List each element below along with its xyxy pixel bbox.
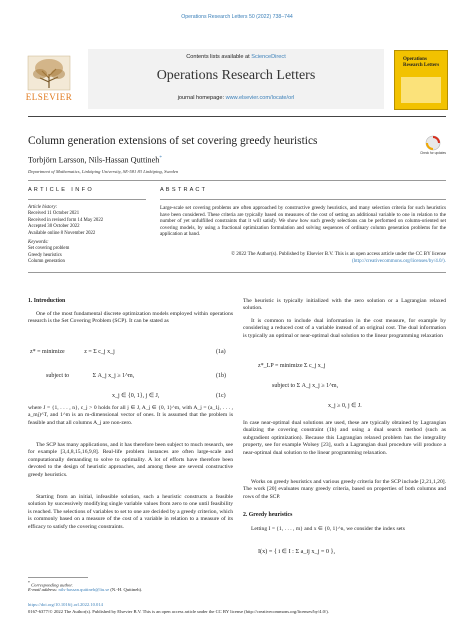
equation-1c-number: (1c) [216,393,226,399]
cover-stripe [401,77,441,103]
footnote-corresponding: * Corresponding author. [28,581,73,588]
abstract-text: Large-scale set covering problems are often approached by constructive greedy heuristics, and many selection criteria for such heuristics have been considered. These criteria are typically based on measures of the cost of setting an additional variable to one in relation to the number of yet unfulfilled constraints that it will satisfy. We show how such greedy selections can be performed on column-oriented set covering models, by using a fractional optimization formulation and solving sequences of ordinary column generation problems for the application at hand. [160,205,446,237]
homepage-link[interactable]: www.elsevier.com/locate/orl [225,95,295,101]
journal-citation: Operations Research Letters 50 (2022) 738–744 [181,14,293,20]
article-history [28,205,146,266]
footer-license: 0167-6377/© 2022 The Author(s). Published by Elsevier B.V. This is an open access article under the CC BY license (http://creativecommons.org/licenses/by/4.0/). [28,609,329,614]
sciencedirect-link[interactable]: ScienceDirect [251,54,286,60]
history-accepted: Accepted 30 October 2022 [28,224,80,230]
intro-paragraph-3: Starting from an initial, infeasible solution, such a heuristic constructs a feasible solution by successively modifying single variable values from zero to one until feasibility is reached. The selections of variables to set to one are decided by a greedy criterion, which is commonly based on a measure of the cost of a variable in relation to a measure of its efficacy to satisfy the covering constraints. [28,494,233,530]
equation-1b: subject to Σ A_j x_j ≥ 1^m, [46,373,135,379]
keyword-item: Column generation [28,259,65,265]
check-for-updates-badge[interactable] [420,134,446,158]
contents-line: Contents lists available at ScienceDirect [186,54,286,60]
abstract-rule [160,199,446,200]
article-title: Column generation extensions of set covering greedy heuristics [28,135,318,147]
header-rule [28,116,446,117]
right-paragraph-5: Letting I = {1, . . . , m} and x ∈ {0, 1}^n, we consider the index sets [251,526,405,532]
author-email-link[interactable]: nils-hassan.quttineh@liu.se [58,587,110,592]
equation-1b-number: (1b) [216,373,226,379]
article-info-rule [28,199,146,200]
right-paragraph-2: It is common to include dual information in the cost measure, for example by considering a reduced cost of a variable instead of an original cost. The dual information is typically an optimal or near-optimal dual solution to the linear programming relaxation [243,318,446,339]
equation-lp-objective: z*_LP = minimize Σ c_j x_j [258,363,326,369]
section-1-heading: 1. Introduction [28,298,66,304]
authors-line: Torbjörn Larsson, Nils-Hassan Quttineh* [28,155,162,165]
keyword-item: Set covering problem [28,246,70,252]
license-link[interactable]: (http://creativecommons.org/licenses/by/4.0/). [352,258,446,264]
equation-1a: z* = minimize z = Σ c_j x_j [30,349,115,355]
history-revised: Received in revised form 14 May 2022 [28,217,104,223]
journal-cover [394,50,448,110]
right-paragraph-3: In case near-optimal dual solutions are used, these are typically obtained by Lagrangian dualizing the covering constraint (1b) and using a dual search method (such as subgradient optimization). Because this Lagrangian relaxed problem has the integrality property, see for example Wolsey [23], such a Lagrangian dual procedure will produce a near-optimal dual solution to the linear programming relaxation. [243,420,446,456]
history-label: Article history: [28,205,58,210]
journal-banner [88,49,384,109]
equation-1a-number: (1a) [216,349,226,355]
equation-1c: x_j ∈ {0, 1}, j ∈ J, [112,393,160,399]
abstract-heading: A B S T R A C T [160,187,206,193]
intro-paragraph-2: The SCP has many applications, and it has therefore been subject to much research, see for example [3,4,8,15,16,9,8]. Real-life problem instances are often large-scale and computationally demanding to solve to optimality. A lot of efforts have therefore been devoted to the design of heuristic approaches, and among these are several constructive greedy heuristics. [28,442,233,478]
corresponding-author-mark[interactable]: * [159,156,162,161]
equation-lp-constraint: subject to Σ A_j x_j ≥ 1^m, [272,383,339,389]
footnote-email: E-mail address: nils-hassan.quttineh@liu.se (N.-H. Quttineh). [28,587,143,592]
article-info-heading: A R T I C L E I N F O [28,187,93,193]
equation-index-set: I(x) = { i ∈ I : Σ a_ij x_j = 0 }, [258,548,336,555]
footnote-rule [28,577,88,578]
journal-title: Operations Research Letters [156,68,316,83]
section-2-heading: 2. Greedy heuristics [243,512,293,518]
check-updates-icon [420,134,446,152]
check-updates-label: Check for updates [420,151,446,155]
right-paragraph-4: Works on greedy heuristics and various greedy criteria for the SCP include [2,21,1,20]. The work [20] evaluates many greedy criteria, based on properties of both columns and rows of the SCP. [243,479,446,500]
elsevier-logo [20,54,78,104]
right-paragraph-1: The heuristic is typically initialized with the zero solution or a Lagrangian relaxed solution. [243,298,446,312]
elsevier-wordmark: ELSEVIER [25,92,73,102]
history-online: Available online 8 November 2022 [28,230,96,236]
equation-lp-bounds: x_j ≥ 0, j ∈ J. [328,403,362,409]
affiliation: Department of Mathematics, Linköping University, SE-581 83 Linköping, Sweden [28,169,179,174]
history-received: Received 11 October 2021 [28,211,80,217]
abstract-bottom-rule [28,272,446,273]
cover-title: Operations Research Letters [403,57,440,68]
affiliation-rule [28,180,446,181]
abstract-copyright: © 2022 The Author(s). Published by Elsevier B.V. This is an open access article under the CC BY license [231,251,446,257]
keywords-label: Keywords: [28,240,49,246]
homepage-line: journal homepage: www.elsevier.com/locate/orl [177,95,295,101]
doi-link[interactable]: https://doi.org/10.1016/j.orl.2022.10.014 [28,602,103,607]
intro-where-paragraph: where J = {1, . . . , n}, c_j > 0 holds for all j ∈ J, A_j ∈ {0, 1}^m, with A_j = (a_1j, . . . , a_mj)^T, and 1^m is an m-dimensional vector of ones. It is assumed that the problem is feasible and that all columns A_j are non-zero. [28,405,233,426]
intro-paragraph-1: One of the most fundamental discrete optimization models employed within operations research is the Set Covering Problem (SCP). It can be stated as [28,311,233,325]
keyword-item: Greedy heuristics [28,252,62,258]
